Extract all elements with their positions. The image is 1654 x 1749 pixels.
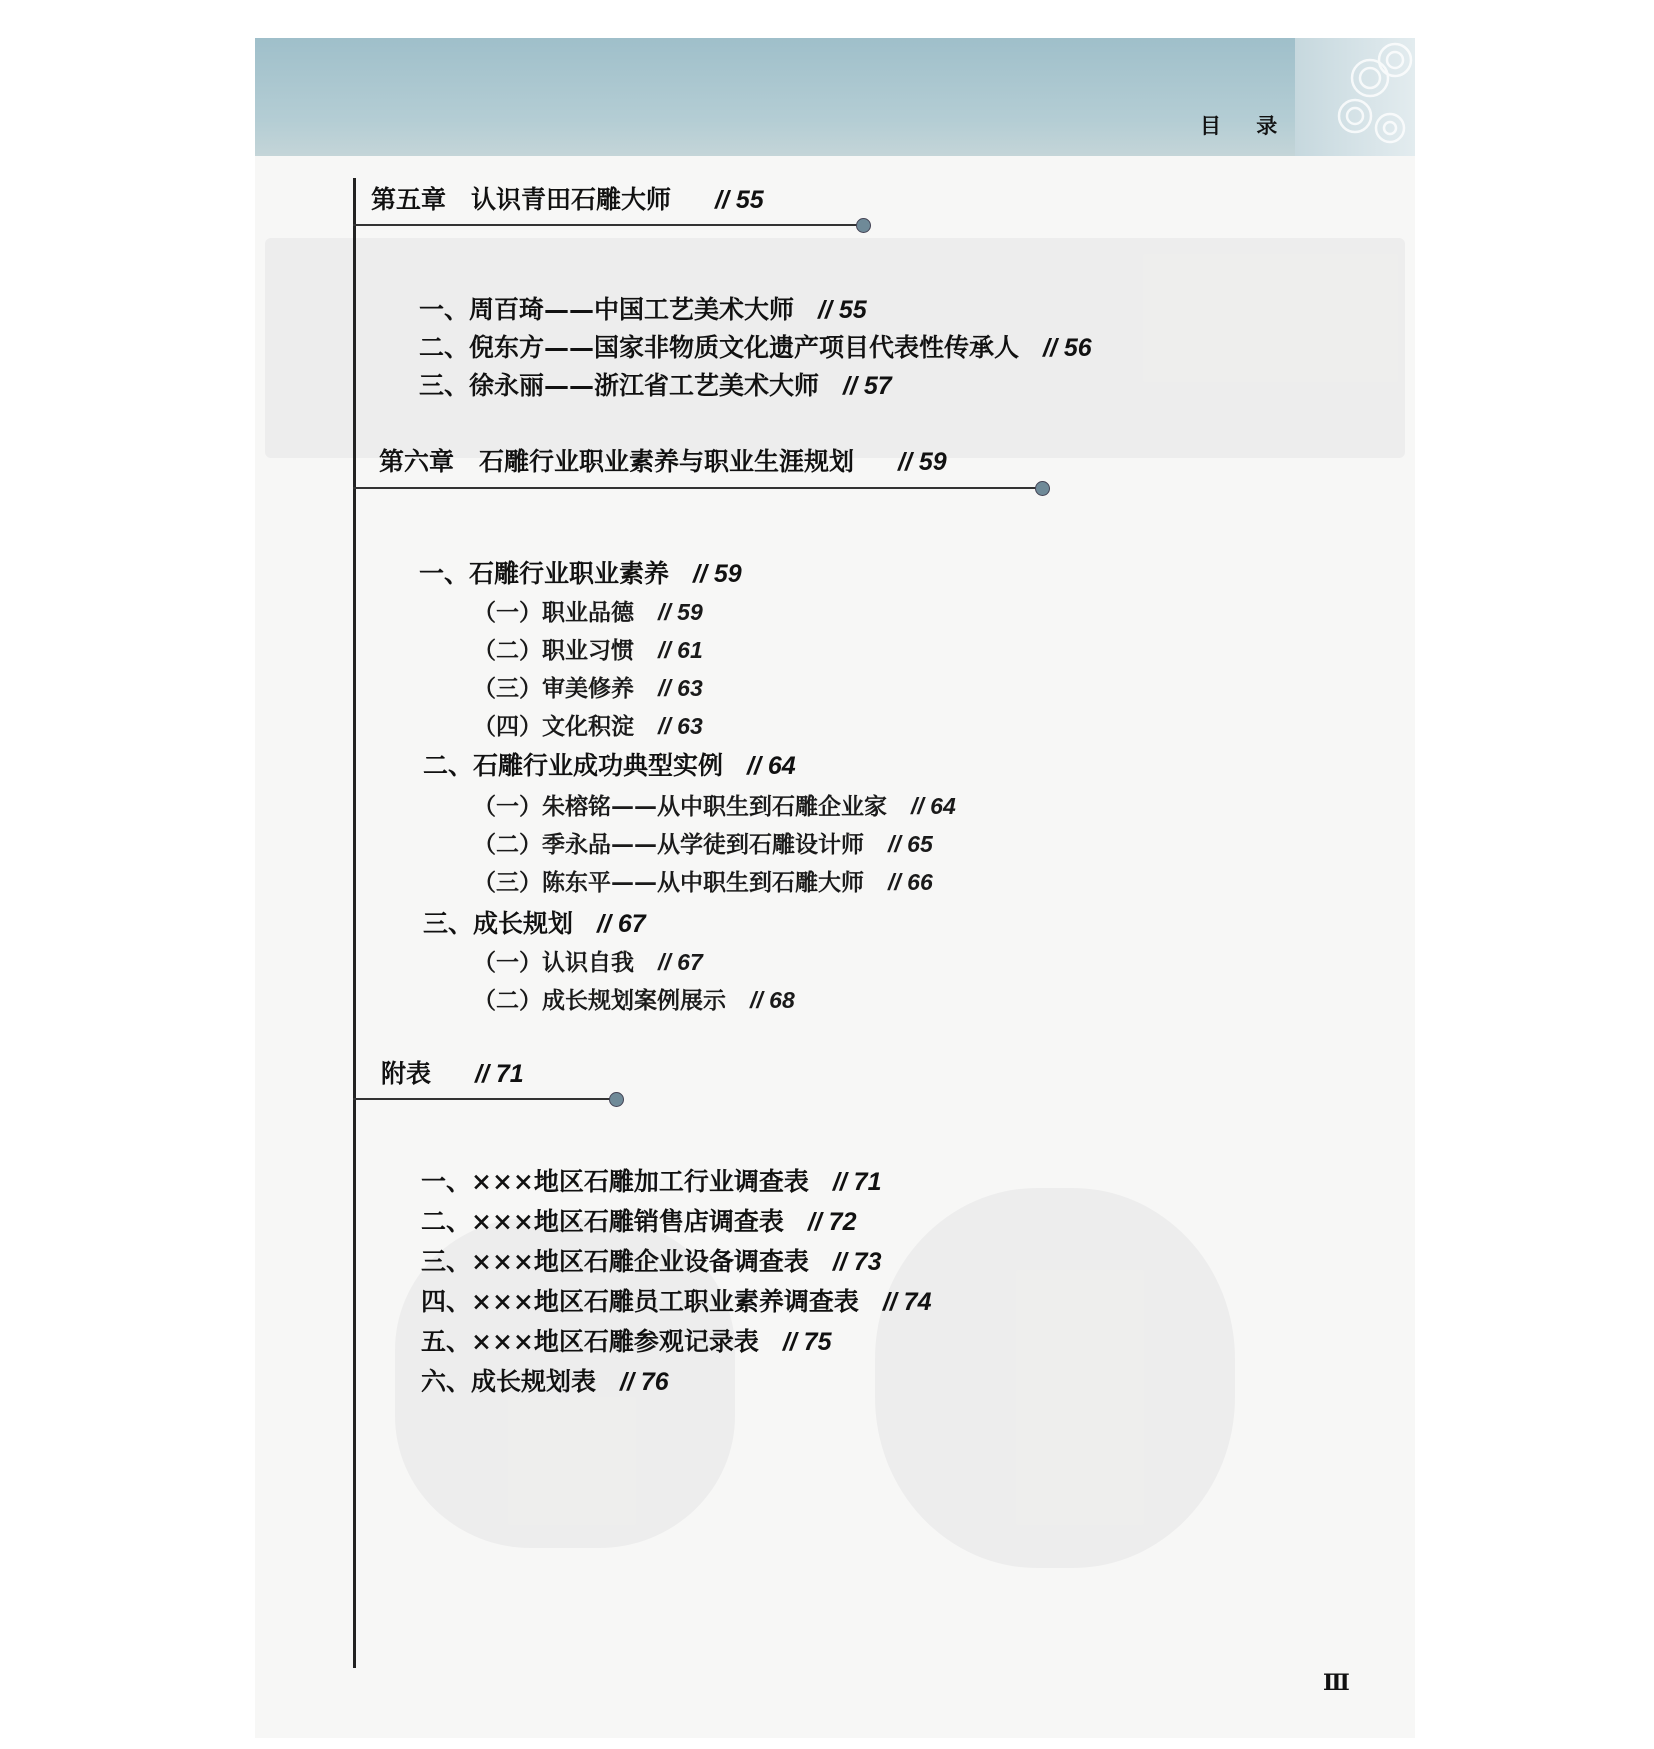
toc-subentry[interactable]: （一）朱榕铭——从中职生到石雕企业家 // 64 xyxy=(473,793,956,820)
toc-entry[interactable]: 三、成长规划 // 67 xyxy=(423,909,646,938)
appendix-heading[interactable] xyxy=(381,1054,524,1090)
toc-subentry[interactable]: （二）季永品——从学徒到石雕设计师 // 65 xyxy=(473,831,933,858)
chapter-title: 第六章 石雕行业职业素养与职业生涯规划 xyxy=(379,447,855,476)
toc-subentry[interactable]: （一）职业品德 // 59 xyxy=(473,599,703,626)
chapter-rule xyxy=(353,224,861,226)
toc-subentry[interactable]: （二）职业习惯 // 61 xyxy=(473,637,703,664)
header-title: 目 录 xyxy=(1200,114,1292,138)
chapter-title: 第五章 认识青田石雕大师 xyxy=(371,185,672,214)
toc-subentry[interactable]: （一）认识自我 // 67 xyxy=(473,949,703,976)
chapter-page: // 71 xyxy=(475,1060,524,1088)
toc-entry[interactable]: 一、×××地区石雕加工行业调查表 // 71 xyxy=(421,1167,882,1196)
toc-subentry[interactable]: （二）成长规划案例展示 // 68 xyxy=(473,987,795,1014)
chapter-title: 附表 xyxy=(381,1059,432,1088)
toc-entry[interactable]: 一、石雕行业职业素养 // 59 xyxy=(419,559,742,588)
chapter-page: // 59 xyxy=(898,448,947,476)
show-through-figure-right xyxy=(875,1188,1235,1568)
toc-entry[interactable]: 二、×××地区石雕销售店调查表 // 72 xyxy=(421,1207,857,1236)
chapter-rule xyxy=(353,487,1039,489)
toc-subentry[interactable]: （四）文化积淀 // 63 xyxy=(473,713,703,740)
toc-subentry[interactable]: （三）陈东平——从中职生到石雕大师 // 66 xyxy=(473,869,933,896)
chapter-6-heading[interactable] xyxy=(379,442,947,478)
chapter-5-heading[interactable] xyxy=(371,180,764,216)
chapter-page: // 55 xyxy=(715,186,764,214)
toc-entry[interactable]: 二、石雕行业成功典型实例 // 64 xyxy=(423,751,796,780)
toc-entry[interactable]: 四、×××地区石雕员工职业素养调查表 // 74 xyxy=(421,1287,932,1316)
toc-entry[interactable]: 二、倪东方——国家非物质文化遗产项目代表性传承人 // 56 xyxy=(419,333,1092,362)
toc-entry[interactable]: 三、×××地区石雕企业设备调查表 // 73 xyxy=(421,1247,882,1276)
toc-entry[interactable]: 五、×××地区石雕参观记录表 // 75 xyxy=(421,1327,832,1356)
chapter-rule-dot xyxy=(856,218,871,233)
chapter-rule-dot xyxy=(1035,481,1050,496)
page-number: Ⅲ xyxy=(1323,1670,1350,1696)
chapter-rule-dot xyxy=(609,1092,624,1107)
toc-entry[interactable]: 六、成长规划表 // 76 xyxy=(421,1367,669,1396)
cloud-pattern-ornament xyxy=(1295,38,1415,156)
toc-subentry[interactable]: （三）审美修养 // 63 xyxy=(473,675,703,702)
toc-entry[interactable]: 一、周百琦——中国工艺美术大师 // 55 xyxy=(419,295,867,324)
header-banner xyxy=(255,38,1415,156)
book-page xyxy=(255,38,1415,1738)
chapter-rule xyxy=(353,1098,613,1100)
toc-entry[interactable]: 三、徐永丽——浙江省工艺美术大师 // 57 xyxy=(419,371,892,400)
toc-vertical-line xyxy=(353,178,356,1668)
